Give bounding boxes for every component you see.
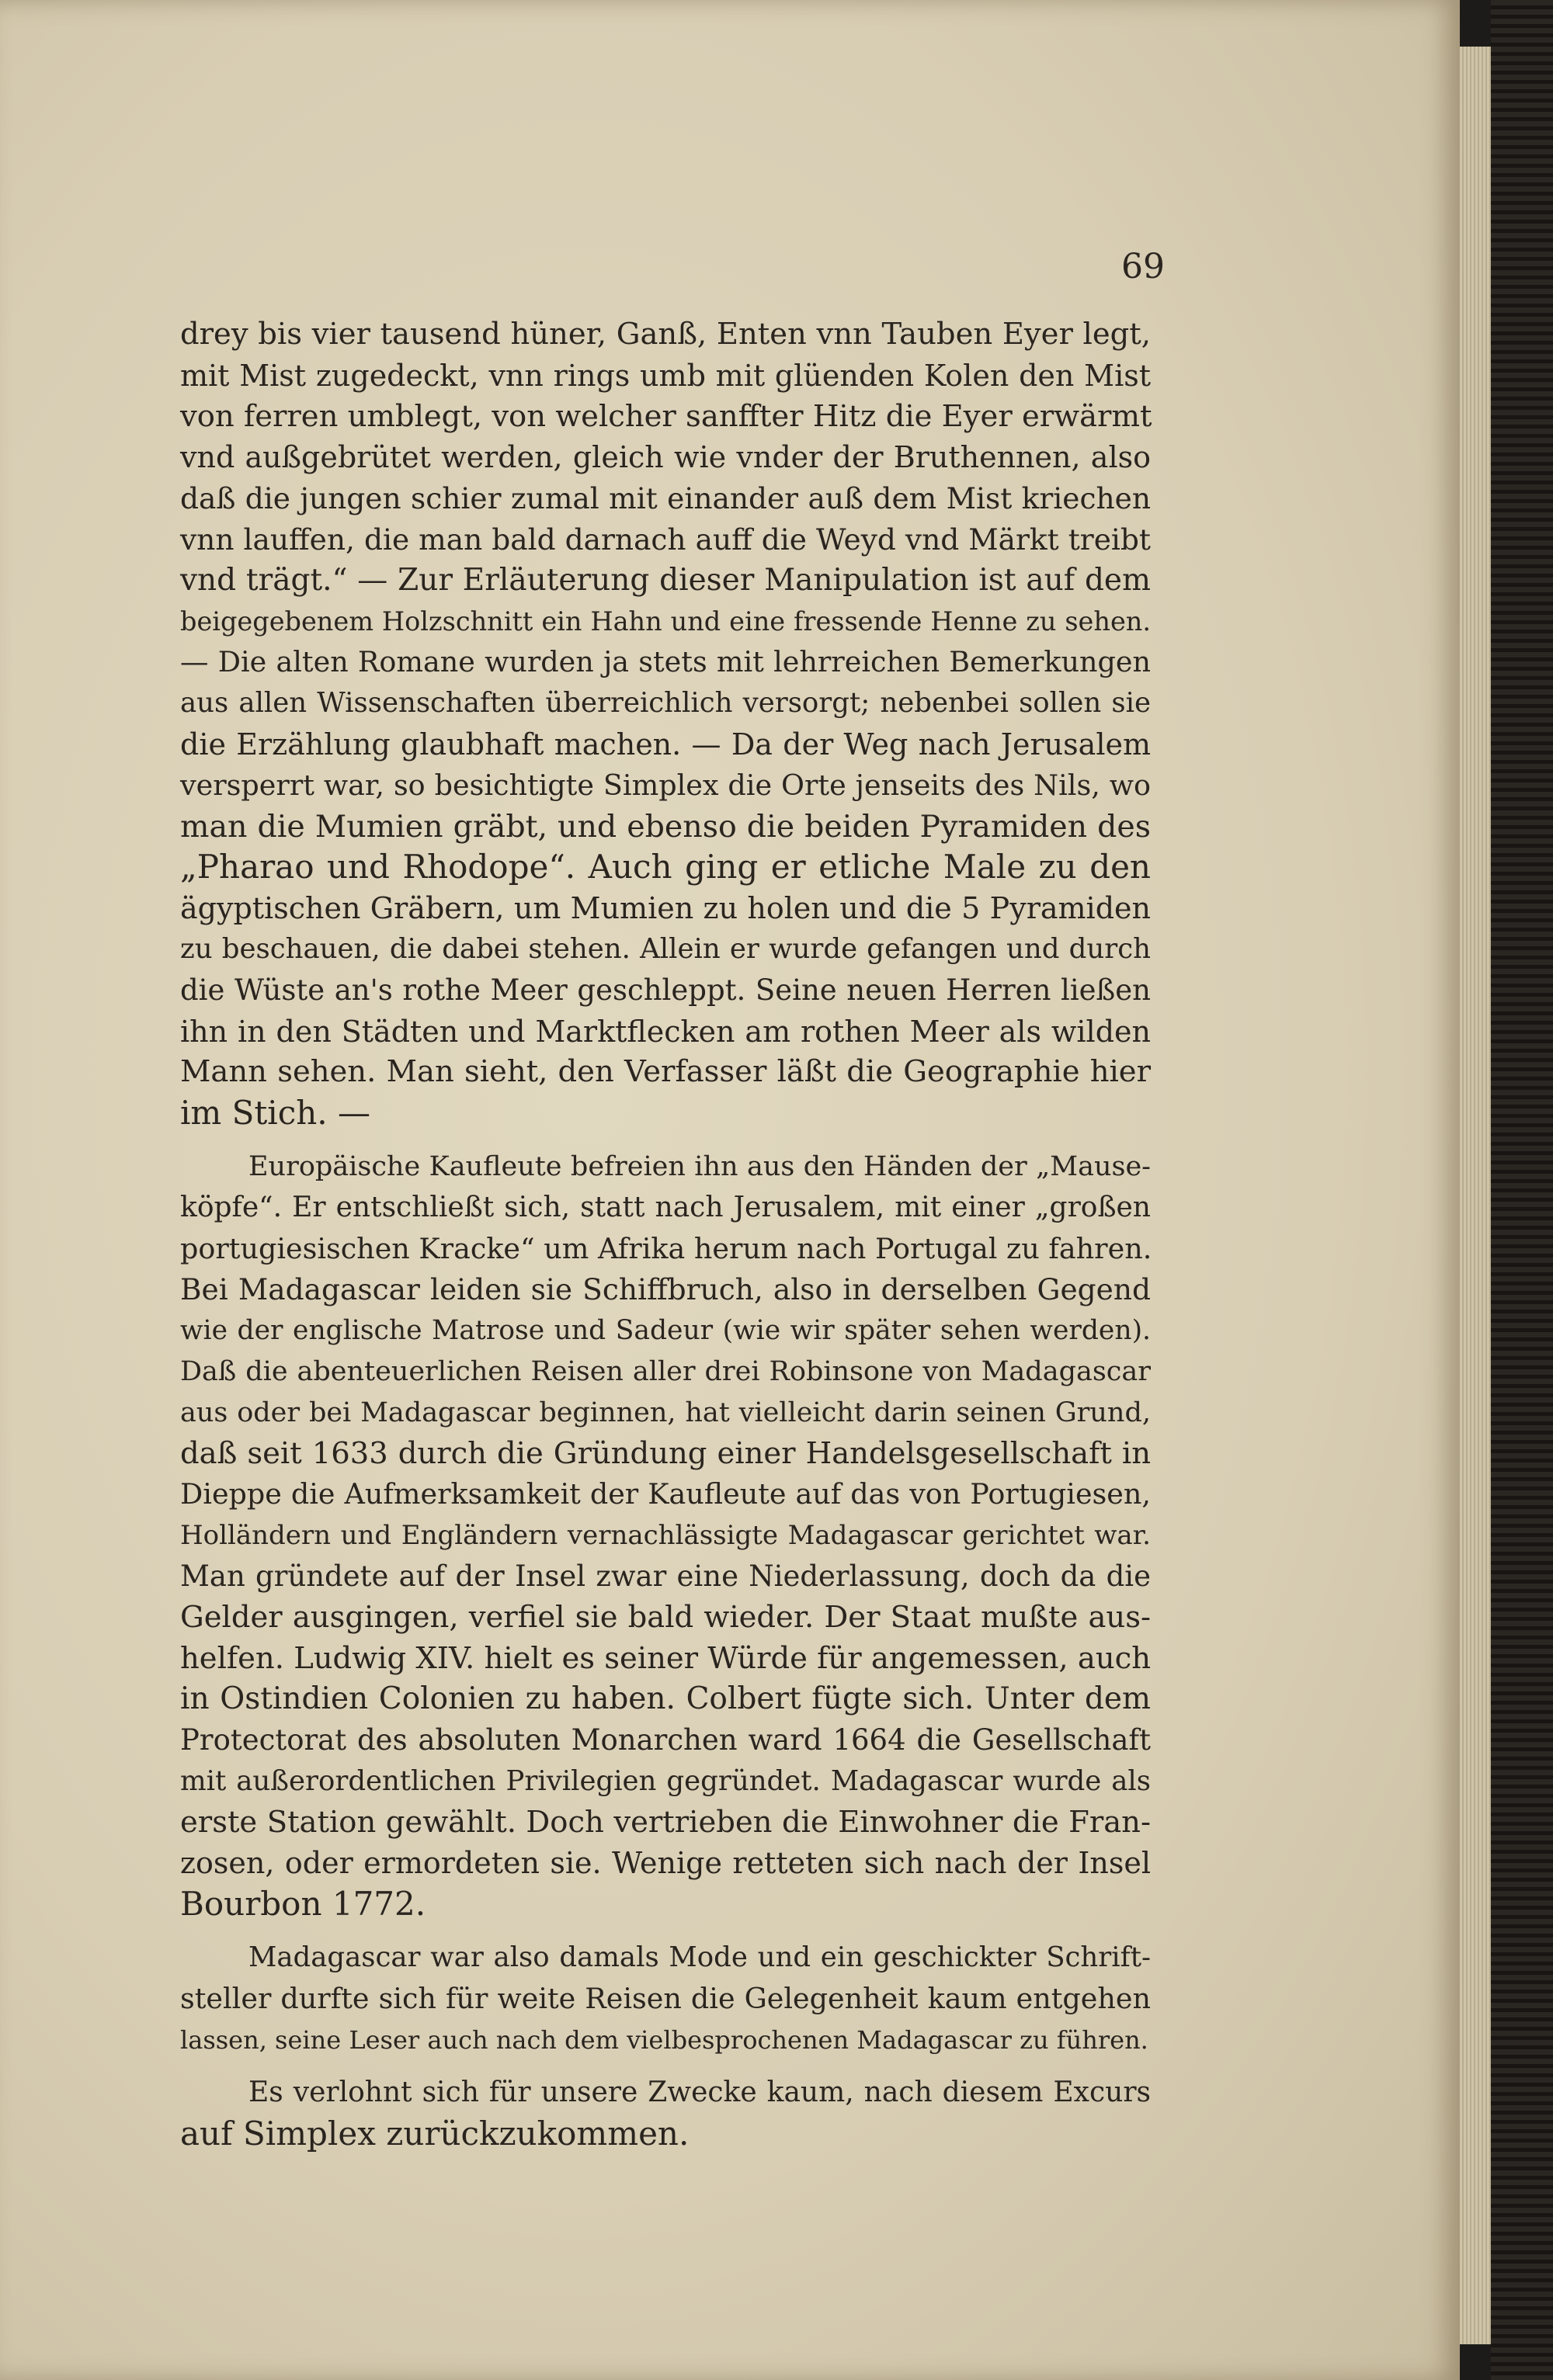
text-line: Madagascar war also damals Mode und ein geschickter Schrift- [248,1941,1151,1974]
text-line: zosen, oder ermordeten sie. Wenige retteten sich nach der Insel [180,1846,1151,1881]
text-line: aus oder bei Madagascar beginnen, hat vielleicht darin seinen Grund, [180,1396,1151,1428]
text-line: vnn lauffen, die man bald darnach auff die Weyd vnd Märkt treibt [180,522,1151,557]
text-line: Bei Madagascar leiden sie Schiffbruch, also in derselben Gegend [180,1272,1151,1307]
text-line: Dieppe die Aufmerksamkeit der Kaufleute auf das von Portugiesen, [180,1477,1151,1511]
text-line: drey bis vier tausend hüner, Ganß, Enten vnn Tauben Eyer legt, [180,317,1151,352]
text-line: Es verlohnt sich für unsere Zwecke kaum, nach diesem Excurs [248,2076,1151,2109]
text-line: aus allen Wissenschaften überreichlich versorgt; nebenbei sollen sie [180,687,1151,720]
text-line: vnd außgebrütet werden, gleich wie vnder der Bruthennen, also [180,440,1151,475]
text-line: man die Mumien gräbt, und ebenso die beiden Pyramiden des [180,808,1151,845]
text-line: — Die alten Romane wurden ja stets mit lehrreichen Bemerkungen [180,645,1151,679]
page-edges [1460,47,1491,2344]
text-line: Man gründete auf der Insel zwar eine Niederlassung, doch da die [180,1559,1151,1593]
text-line: steller durfte sich für weite Reisen die Gelegenheit kaum entgehen [180,1981,1151,2015]
text-line: daß die jungen schier zumal mit einander auß dem Mist kriechen [180,481,1151,516]
text-line: „Pharao und Rhodope“. Auch ging er etliche Male zu den [180,848,1151,886]
text-line: mit außerordentlichen Privilegien gegründet. Madagascar wurde als [180,1764,1151,1797]
text-line: erste Station gewählt. Doch vertrieben die Einwohner die Fran- [180,1804,1151,1840]
text-line: zu beschauen, die dabei stehen. Allein er wurde gefangen und durch [180,932,1151,965]
text-line: Gelder ausgingen, verfiel sie bald wieder. Der Staat mußte aus- [180,1599,1151,1635]
text-line: Mann sehen. Man sieht, den Verfasser läßt die Geographie hier [180,1054,1151,1090]
text-line: ägyptischen Gräbern, um Mumien zu holen und die 5 Pyramiden [180,891,1151,926]
text-line: die Wüste an's rothe Meer geschleppt. Seine neuen Herren ließen [180,973,1151,1007]
text-line: Holländern und Engländern vernachlässigte Madagascar gerichtet war. [180,1520,1151,1552]
paragraph [180,1938,1151,2060]
book-cover [1491,0,1553,2380]
text-line: beigegebenem Holzschnitt ein Hahn und eine fressende Henne zu sehen. [180,605,1151,637]
body-text [180,314,1151,2155]
paragraph [180,2073,1151,2155]
text-line: wie der englische Matrose und Sadeur (wie wir später sehen werden). [180,1315,1151,1347]
text-line: von ferren umblegt, von welcher sanffter Hitz die Eyer erwärmt [180,398,1152,434]
text-line: Bourbon 1772. [180,1885,426,1924]
text-line: versperrt war, so besichtigte Simplex die Orte jenseits des Nils, wo [180,768,1151,802]
paragraph [180,1147,1151,1925]
text-line: in Ostindien Colonien zu haben. Colbert fügte sich. Unter dem [180,1681,1151,1717]
text-line: portugiesischen Kracke“ um Afrika herum nach Portugal zu fahren. [180,1231,1152,1265]
text-line: Protectorat des absoluten Monarchen ward 1664 die Gesellschaft [180,1723,1151,1757]
text-line: lassen, seine Leser auch nach dem vielbesprochenen Madagascar zu führen. [180,2024,1148,2055]
text-line: Daß die abenteuerlichen Reisen aller drei Robinsone von Madagascar [180,1355,1151,1387]
text-line: daß seit 1633 durch die Gründung einer Handelsgesellschaft in [180,1435,1151,1471]
page-number: 69 [1121,247,1165,286]
text-line: auf Simplex zurückzukommen. [180,2115,690,2153]
text-line: mit Mist zugedeckt, vnn rings umb mit glüenden Kolen den Mist [180,358,1151,393]
text-line: ihn in den Städten und Marktflecken am rothen Meer als wilden [180,1014,1151,1049]
text-line: im Stich. — [180,1094,370,1133]
text-line: die Erzählung glaubhaft machen. — Da der Weg nach Jerusalem [180,727,1151,762]
paragraph [180,314,1151,1134]
text-line: Europäische Kaufleute befreien ihn aus den Händen der „Mause- [248,1150,1151,1182]
text-line: köpfe“. Er entschließt sich, statt nach Jerusalem, mit einer „großen [180,1191,1151,1223]
text-line: vnd trägt.“ — Zur Erläuterung dieser Manipulation ist auf dem [180,562,1151,598]
text-line: helfen. Ludwig XIV. hielt es seiner Würde für angemessen, auch [180,1640,1152,1676]
